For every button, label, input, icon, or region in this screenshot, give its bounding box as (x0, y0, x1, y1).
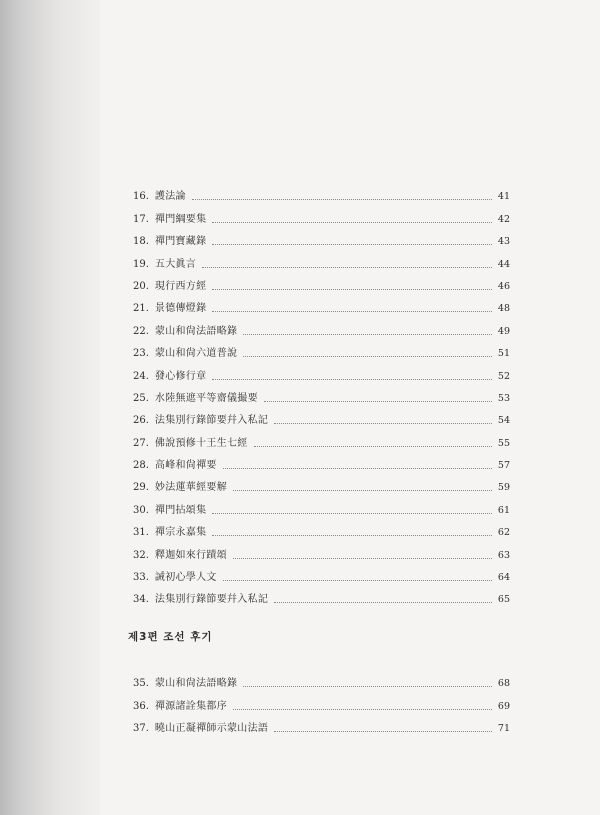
toc-entry-page: 52 (497, 370, 510, 382)
toc-entry-page: 49 (497, 325, 510, 337)
toc-entry-number: 21. (133, 303, 149, 315)
dot-leader (212, 289, 492, 290)
toc-entry-number: 23. (133, 348, 149, 360)
toc-entry-page: 64 (497, 572, 510, 584)
toc-entry-page: 42 (497, 213, 510, 225)
dot-leader (223, 580, 492, 581)
toc-entry-page: 61 (497, 504, 510, 516)
toc-entry-number: 17. (133, 213, 149, 225)
toc-row[interactable] (133, 562, 510, 584)
toc-entry-title: 現行西方經 (154, 280, 207, 292)
toc-entry-page: 59 (497, 482, 510, 494)
dot-leader (274, 731, 492, 732)
toc-entry-page: 55 (497, 437, 510, 449)
toc-row[interactable] (133, 405, 510, 427)
section-heading (128, 629, 212, 644)
toc-list-part2 (133, 181, 510, 606)
toc-entry-number: 24. (133, 370, 149, 382)
toc-entry-title: 釋迦如來行蹟頌 (154, 549, 228, 561)
dot-leader (212, 311, 492, 312)
toc-entry-title: 禪門拈頌集 (154, 504, 207, 516)
toc-entry-page: 53 (497, 392, 510, 404)
dot-leader (233, 558, 492, 559)
dot-leader (212, 244, 492, 245)
toc-entry-page: 62 (497, 527, 510, 539)
toc-row[interactable] (133, 450, 510, 472)
toc-entry-number: 31. (133, 527, 149, 539)
dot-leader (274, 602, 492, 603)
toc-row[interactable] (133, 690, 510, 712)
toc-entry-page: 51 (497, 348, 510, 360)
toc-row[interactable] (133, 271, 510, 293)
toc-entry-number: 19. (133, 258, 149, 270)
toc-entry-page: 57 (497, 460, 510, 472)
toc-entry-title: 佛說預修十王生七經 (154, 437, 248, 449)
toc-entry-title: 法集別行錄節要幷入私記 (154, 415, 269, 427)
section-part-number: 제3편 (128, 631, 159, 643)
dot-leader (233, 490, 492, 491)
dot-leader (212, 379, 492, 380)
dot-leader (233, 709, 492, 710)
toc-entry-number: 25. (133, 392, 149, 404)
dot-leader (254, 446, 492, 447)
toc-entry-title: 妙法蓮華經要解 (154, 482, 228, 494)
toc-entry-title: 蒙山和尙法語略錄 (154, 325, 238, 337)
toc-entry-page: 44 (497, 258, 510, 270)
toc-row[interactable] (133, 360, 510, 382)
toc-entry-page: 41 (497, 191, 510, 203)
toc-entry-number: 32. (133, 549, 149, 561)
toc-row[interactable] (133, 203, 510, 225)
toc-row[interactable] (133, 338, 510, 360)
toc-entry-page: 63 (497, 549, 510, 561)
toc-entry-title: 法集別行錄節要幷入私記 (154, 594, 269, 606)
toc-entry-number: 22. (133, 325, 149, 337)
toc-row[interactable] (133, 584, 510, 606)
toc-entry-title: 蒙山和尙法語略錄 (154, 678, 238, 690)
toc-entry-title: 禪源諸詮集都序 (154, 700, 228, 712)
toc-row[interactable] (133, 472, 510, 494)
toc-row[interactable] (133, 517, 510, 539)
dot-leader (212, 222, 492, 223)
toc-entry-number: 18. (133, 236, 149, 248)
toc-entry-title: 高峰和尙禪要 (154, 460, 217, 472)
toc-row[interactable] (133, 668, 510, 690)
toc-row[interactable] (133, 293, 510, 315)
toc-entry-title: 禪門綱要集 (154, 213, 207, 225)
dot-leader (274, 423, 492, 424)
toc-entry-number: 26. (133, 415, 149, 427)
dot-leader (243, 356, 492, 357)
toc-entry-number: 33. (133, 572, 149, 584)
toc-row[interactable] (133, 427, 510, 449)
toc-entry-number: 16. (133, 191, 149, 203)
dot-leader (192, 199, 492, 200)
toc-entry-number: 29. (133, 482, 149, 494)
toc-entry-number: 34. (133, 594, 149, 606)
toc-row[interactable] (133, 494, 510, 516)
section-part-name: 조선 후기 (163, 631, 213, 643)
toc-row[interactable] (133, 181, 510, 203)
toc-entry-title: 曉山正凝禪師示蒙山法語 (154, 723, 269, 735)
dot-leader (202, 267, 492, 268)
toc-entry-page: 68 (497, 678, 510, 690)
toc-entry-title: 禪門寶藏錄 (154, 236, 207, 248)
toc-entry-number: 36. (133, 700, 149, 712)
toc-row[interactable] (133, 226, 510, 248)
toc-entry-number: 20. (133, 280, 149, 292)
toc-entry-page: 43 (497, 236, 510, 248)
dot-leader (212, 513, 492, 514)
toc-entry-page: 54 (497, 415, 510, 427)
dot-leader (223, 468, 492, 469)
toc-entry-page: 65 (497, 594, 510, 606)
toc-entry-page: 48 (497, 303, 510, 315)
dot-leader (243, 686, 492, 687)
dot-leader (212, 535, 492, 536)
toc-entry-page: 46 (497, 280, 510, 292)
toc-entry-number: 27. (133, 437, 149, 449)
toc-entry-number: 35. (133, 678, 149, 690)
dot-leader (243, 334, 492, 335)
toc-entry-title: 五大眞言 (154, 258, 197, 270)
toc-entry-number: 28. (133, 460, 149, 472)
dot-leader (264, 401, 492, 402)
toc-entry-page: 71 (497, 723, 510, 735)
toc-entry-title: 誡初心學人文 (154, 572, 217, 584)
toc-row[interactable] (133, 248, 510, 270)
toc-entry-title: 蒙山和尙六道普說 (154, 348, 238, 360)
toc-entry-title: 護法論 (154, 191, 186, 203)
toc-row[interactable] (133, 713, 510, 735)
toc-row[interactable] (133, 539, 510, 561)
toc-entry-title: 禪宗永嘉集 (154, 527, 207, 539)
toc-entry-title: 景德傳燈錄 (154, 303, 207, 315)
toc-entry-page: 69 (497, 700, 510, 712)
toc-row[interactable] (133, 383, 510, 405)
toc-entry-number: 37. (133, 723, 149, 735)
toc-entry-title: 發心修行章 (154, 370, 207, 382)
toc-entry-title: 水陸無遮平等齋儀撮要 (154, 392, 258, 404)
toc-row[interactable] (133, 315, 510, 337)
toc-entry-number: 30. (133, 504, 149, 516)
toc-list-part3 (133, 668, 510, 735)
